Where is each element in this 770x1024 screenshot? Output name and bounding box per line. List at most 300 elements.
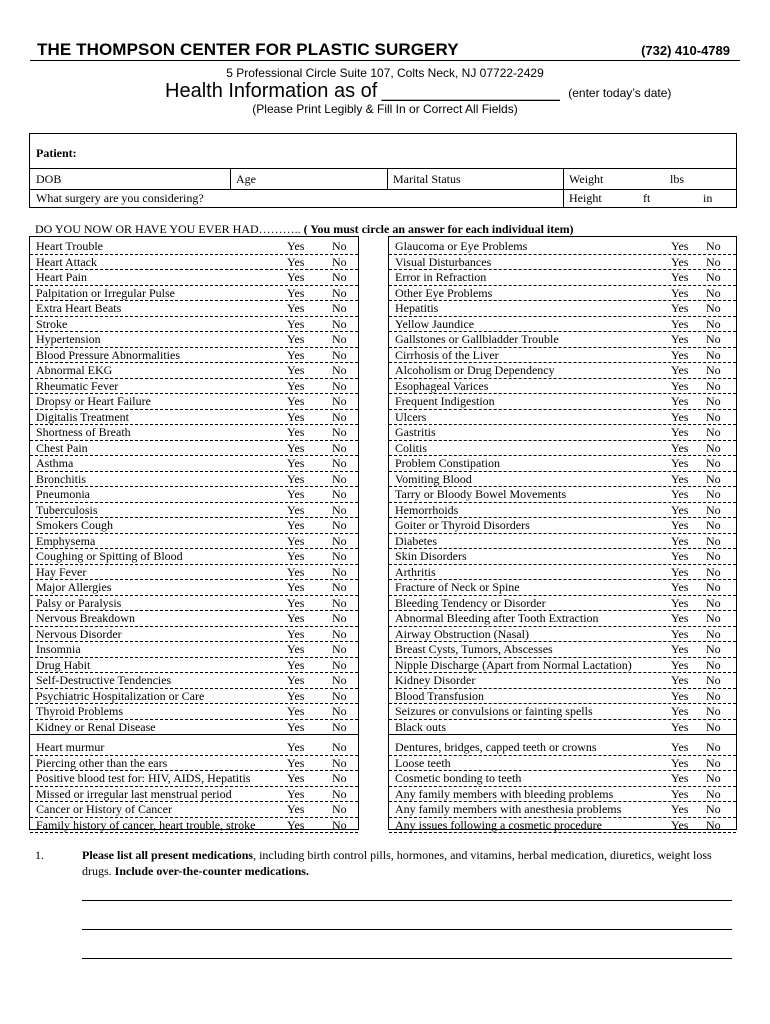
condition-row xyxy=(389,802,736,818)
yes-option[interactable]: Yes xyxy=(671,688,689,703)
condition-row xyxy=(389,255,736,271)
condition-label: Major Allergies xyxy=(36,580,112,594)
yes-option[interactable]: Yes xyxy=(671,471,689,486)
condition-row xyxy=(389,286,736,302)
condition-label: Breast Cysts, Tumors, Abscesses xyxy=(395,642,553,656)
no-option[interactable]: No xyxy=(332,533,347,548)
condition-label: Gallstones or Gallbladder Trouble xyxy=(395,332,559,346)
no-option[interactable]: No xyxy=(332,786,347,801)
yes-option[interactable]: Yes xyxy=(287,456,305,470)
no-option[interactable]: No xyxy=(706,533,721,548)
condition-label: Nipple Discharge (Apart from Normal Lactation) xyxy=(395,657,632,672)
yes-option[interactable]: Yes xyxy=(671,239,689,253)
yes-option[interactable]: Yes xyxy=(671,409,689,424)
no-option[interactable]: No xyxy=(706,301,721,315)
condition-row xyxy=(30,518,358,534)
condition-row xyxy=(30,317,358,333)
condition-label: Kidney Disorder xyxy=(395,673,476,687)
no-option[interactable]: No xyxy=(332,688,347,703)
condition-row xyxy=(389,627,736,643)
condition-row xyxy=(389,756,736,772)
no-option[interactable]: No xyxy=(332,719,347,734)
no-option[interactable]: No xyxy=(332,394,347,408)
condition-label: Cancer or History of Cancer xyxy=(36,802,172,816)
condition-row xyxy=(30,456,358,472)
no-option[interactable]: No xyxy=(332,347,347,362)
no-option[interactable]: No xyxy=(332,817,347,832)
no-option[interactable]: No xyxy=(706,611,721,625)
condition-row xyxy=(30,394,358,410)
form-instructions: (Please Print Legibly & Fill In or Correct All Fields) xyxy=(252,102,518,116)
condition-row xyxy=(389,394,736,410)
condition-row xyxy=(389,642,736,658)
condition-label: Heart Trouble xyxy=(36,239,103,253)
marital-status-label: Marital Status xyxy=(393,172,461,186)
practice-name: THE THOMPSON CENTER FOR PLASTIC SURGERY xyxy=(37,40,459,59)
no-option[interactable]: No xyxy=(706,409,721,424)
medications-text xyxy=(82,847,737,879)
yes-option[interactable]: Yes xyxy=(287,301,305,315)
yes-option[interactable]: Yes xyxy=(671,440,689,455)
yes-option[interactable]: Yes xyxy=(671,425,689,439)
condition-row xyxy=(389,441,736,457)
condition-row xyxy=(30,255,358,271)
patient-label: Patient: xyxy=(36,146,77,160)
yes-option[interactable]: Yes xyxy=(287,564,305,579)
condition-row xyxy=(30,818,358,834)
age-label: Age xyxy=(236,172,256,186)
yes-option[interactable]: Yes xyxy=(287,771,305,785)
no-option[interactable]: No xyxy=(332,755,347,770)
condition-row xyxy=(389,425,736,441)
yes-option[interactable]: Yes xyxy=(287,471,305,486)
no-option[interactable]: No xyxy=(706,580,721,594)
date-field[interactable]: ________________ xyxy=(381,80,560,102)
yes-option[interactable]: Yes xyxy=(671,254,689,269)
medication-line-3[interactable] xyxy=(82,958,732,959)
yes-option[interactable]: Yes xyxy=(671,549,689,563)
condition-label: Gastritis xyxy=(395,425,436,439)
yes-option[interactable]: Yes xyxy=(287,378,305,393)
yes-option[interactable]: Yes xyxy=(671,533,689,548)
no-option[interactable]: No xyxy=(332,740,347,754)
condition-label: Rheumatic Fever xyxy=(36,378,119,393)
condition-label: Cosmetic bonding to teeth xyxy=(395,771,522,785)
condition-row xyxy=(30,689,358,705)
no-option[interactable]: No xyxy=(706,595,721,610)
condition-row xyxy=(30,363,358,379)
condition-row xyxy=(389,771,736,787)
condition-row xyxy=(389,472,736,488)
yes-option[interactable]: Yes xyxy=(287,363,305,377)
medications-bold-2: Include over-the-counter medications. xyxy=(114,864,309,878)
no-option[interactable]: No xyxy=(332,502,347,517)
no-option[interactable]: No xyxy=(706,673,721,687)
condition-label: Thyroid Problems xyxy=(36,704,123,718)
no-option[interactable]: No xyxy=(706,786,721,801)
no-option[interactable]: No xyxy=(332,580,347,594)
condition-label: Colitis xyxy=(395,440,428,455)
yes-option[interactable]: Yes xyxy=(671,347,689,362)
age-field[interactable] xyxy=(230,169,387,189)
condition-label: Stroke xyxy=(36,316,68,331)
yes-option[interactable]: Yes xyxy=(287,440,305,455)
condition-row xyxy=(389,317,736,333)
yes-option[interactable]: Yes xyxy=(671,626,689,641)
no-option[interactable]: No xyxy=(332,425,347,439)
condition-row xyxy=(30,301,358,317)
yes-option[interactable]: Yes xyxy=(671,719,689,734)
yes-option[interactable]: Yes xyxy=(671,755,689,770)
condition-label: Abnormal Bleeding after Tooth Extraction xyxy=(395,611,599,625)
no-option[interactable]: No xyxy=(332,673,347,687)
yes-option[interactable]: Yes xyxy=(287,688,305,703)
no-option[interactable]: No xyxy=(332,771,347,785)
condition-row xyxy=(389,549,736,565)
medications-body: , including birth control pills, hormones, and vitamins, herbal medication, diuretics, weight loss drugs. xyxy=(82,848,712,878)
yes-option[interactable]: Yes xyxy=(287,626,305,641)
yes-option[interactable]: Yes xyxy=(671,456,689,470)
condition-label: Missed or irregular last menstrual period xyxy=(36,786,232,801)
no-option[interactable]: No xyxy=(332,254,347,269)
no-option[interactable]: No xyxy=(706,487,721,501)
condition-label: Hepatitis xyxy=(395,301,439,315)
no-option[interactable]: No xyxy=(706,564,721,579)
question-number: 1. xyxy=(35,848,44,862)
condition-row xyxy=(389,818,736,834)
condition-row xyxy=(30,802,358,818)
yes-option[interactable]: Yes xyxy=(287,657,305,672)
condition-row xyxy=(389,720,736,736)
yes-option[interactable]: Yes xyxy=(671,595,689,610)
form-heading xyxy=(165,80,671,103)
yes-option[interactable]: Yes xyxy=(671,285,689,300)
condition-label: Fracture of Neck or Spine xyxy=(395,580,520,594)
yes-option[interactable]: Yes xyxy=(671,786,689,801)
no-option[interactable]: No xyxy=(332,239,347,253)
weight-label: Weight xyxy=(569,172,604,186)
yes-option[interactable]: Yes xyxy=(287,817,305,832)
medication-line-1[interactable] xyxy=(82,900,732,901)
yes-option[interactable]: Yes xyxy=(671,657,689,672)
no-option[interactable]: No xyxy=(706,394,721,408)
condition-label: Nervous Breakdown xyxy=(36,611,135,625)
no-option[interactable]: No xyxy=(706,642,721,656)
yes-option[interactable]: Yes xyxy=(671,518,689,532)
condition-label: Any family members with bleeding problems xyxy=(395,786,614,801)
condition-label: Problem Constipation xyxy=(395,456,500,470)
condition-label: Yellow Jaundice xyxy=(395,316,475,331)
no-option[interactable]: No xyxy=(332,611,347,625)
no-option[interactable]: No xyxy=(332,301,347,315)
no-option[interactable]: No xyxy=(332,378,347,393)
condition-row xyxy=(30,410,358,426)
no-option[interactable]: No xyxy=(332,440,347,455)
no-option[interactable]: No xyxy=(706,456,721,470)
condition-label: Seizures or convulsions or fainting spells xyxy=(395,704,593,718)
condition-label: Psychiatric Hospitalization or Care xyxy=(36,688,205,703)
no-option[interactable]: No xyxy=(332,657,347,672)
condition-row xyxy=(389,456,736,472)
condition-label: Bleeding Tendency or Disorder xyxy=(395,595,546,610)
yes-option[interactable]: Yes xyxy=(671,704,689,718)
dob-field[interactable] xyxy=(30,169,230,189)
condition-row xyxy=(30,332,358,348)
condition-label: Emphysema xyxy=(36,533,96,548)
no-option[interactable]: No xyxy=(332,456,347,470)
yes-option[interactable]: Yes xyxy=(287,270,305,284)
marital-status-field[interactable] xyxy=(387,169,563,189)
yes-option[interactable]: Yes xyxy=(287,533,305,548)
yes-option[interactable]: Yes xyxy=(671,580,689,594)
condition-row xyxy=(389,580,736,596)
condition-row xyxy=(389,596,736,612)
yes-option[interactable]: Yes xyxy=(671,740,689,754)
no-option[interactable]: No xyxy=(332,270,347,284)
medication-line-2[interactable] xyxy=(82,929,732,930)
yes-option[interactable]: Yes xyxy=(287,409,305,424)
condition-label: Any family members with anesthesia problems xyxy=(395,802,622,816)
date-hint: (enter today’s date) xyxy=(568,86,672,100)
yes-option[interactable]: Yes xyxy=(287,502,305,517)
yes-option[interactable]: Yes xyxy=(287,755,305,770)
yes-option[interactable]: Yes xyxy=(671,270,689,284)
yes-option[interactable]: Yes xyxy=(287,611,305,625)
condition-row xyxy=(30,771,358,787)
no-option[interactable]: No xyxy=(332,316,347,331)
condition-row xyxy=(389,503,736,519)
yes-option[interactable]: Yes xyxy=(287,719,305,734)
yes-option[interactable]: Yes xyxy=(287,786,305,801)
no-option[interactable]: No xyxy=(706,688,721,703)
condition-row xyxy=(30,549,358,565)
condition-row xyxy=(30,270,358,286)
no-option[interactable]: No xyxy=(706,239,721,253)
yes-option[interactable]: Yes xyxy=(671,771,689,785)
condition-row xyxy=(30,673,358,689)
yes-option[interactable]: Yes xyxy=(287,332,305,346)
condition-row xyxy=(389,332,736,348)
no-option[interactable]: No xyxy=(332,332,347,346)
yes-option[interactable]: Yes xyxy=(671,817,689,832)
in-label: in xyxy=(703,191,713,205)
condition-label: Other Eye Problems xyxy=(395,285,493,300)
yes-option[interactable]: Yes xyxy=(287,595,305,610)
no-option[interactable]: No xyxy=(332,549,347,563)
yes-option[interactable]: Yes xyxy=(671,316,689,331)
no-option[interactable]: No xyxy=(706,425,721,439)
no-option[interactable]: No xyxy=(332,518,347,532)
no-option[interactable]: No xyxy=(332,802,347,816)
no-option[interactable]: No xyxy=(332,642,347,656)
yes-option[interactable]: Yes xyxy=(287,316,305,331)
condition-label: Drug Habit xyxy=(36,657,91,672)
condition-label: Hypertension xyxy=(36,332,101,346)
no-option[interactable]: No xyxy=(706,802,721,816)
condition-label: Heart Attack xyxy=(36,254,97,269)
no-option[interactable]: No xyxy=(706,285,721,300)
yes-option[interactable]: Yes xyxy=(287,425,305,439)
yes-option[interactable]: Yes xyxy=(287,239,305,253)
condition-row xyxy=(30,534,358,550)
no-option[interactable]: No xyxy=(706,316,721,331)
yes-option[interactable]: Yes xyxy=(287,704,305,718)
no-option[interactable]: No xyxy=(706,270,721,284)
yes-option[interactable]: Yes xyxy=(287,802,305,816)
condition-label: Frequent Indigestion xyxy=(395,394,495,408)
condition-label: Pneumonia xyxy=(36,487,90,501)
condition-row xyxy=(30,487,358,503)
condition-label: Digitalis Treatment xyxy=(36,409,129,424)
yes-option[interactable]: Yes xyxy=(671,611,689,625)
no-option[interactable]: No xyxy=(332,409,347,424)
no-option[interactable]: No xyxy=(706,626,721,641)
condition-row xyxy=(389,270,736,286)
no-option[interactable]: No xyxy=(706,549,721,563)
condition-label: Tarry or Bloody Bowel Movements xyxy=(395,487,567,501)
history-question-instruction: ( You must circle an answer for each individual item) xyxy=(303,222,574,236)
condition-label: Abnormal EKG xyxy=(36,363,113,377)
yes-option[interactable]: Yes xyxy=(287,394,305,408)
condition-label: Smokers Cough xyxy=(36,518,114,532)
yes-option[interactable]: Yes xyxy=(671,378,689,393)
condition-label: Heart murmur xyxy=(36,740,105,754)
condition-label: Esophageal Varices xyxy=(395,378,489,393)
condition-row xyxy=(389,301,736,317)
no-option[interactable]: No xyxy=(706,704,721,718)
no-option[interactable]: No xyxy=(706,347,721,362)
no-option[interactable]: No xyxy=(706,363,721,377)
row-dashed-rule xyxy=(389,832,736,833)
history-question xyxy=(35,222,574,237)
no-option[interactable]: No xyxy=(706,755,721,770)
height-field[interactable] xyxy=(563,188,737,208)
condition-row xyxy=(389,673,736,689)
yes-option[interactable]: Yes xyxy=(671,642,689,656)
lbs-label: lbs xyxy=(670,172,685,186)
yes-option[interactable]: Yes xyxy=(287,347,305,362)
no-option[interactable]: No xyxy=(332,285,347,300)
condition-row xyxy=(30,472,358,488)
no-option[interactable]: No xyxy=(332,487,347,501)
condition-row xyxy=(30,756,358,772)
condition-row xyxy=(30,627,358,643)
row-dashed-rule xyxy=(30,734,358,735)
no-option[interactable]: No xyxy=(332,595,347,610)
condition-label: Coughing or Spitting of Blood xyxy=(36,549,183,563)
condition-row xyxy=(389,410,736,426)
weight-field[interactable] xyxy=(563,169,737,189)
condition-row xyxy=(389,611,736,627)
condition-label: Dropsy or Heart Failure xyxy=(36,394,151,408)
yes-option[interactable]: Yes xyxy=(671,564,689,579)
condition-label: Self-Destructive Tendencies xyxy=(36,673,172,687)
yes-option[interactable]: Yes xyxy=(287,642,305,656)
no-option[interactable]: No xyxy=(332,704,347,718)
no-option[interactable]: No xyxy=(332,471,347,486)
no-option[interactable]: No xyxy=(706,332,721,346)
condition-label: Chest Pain xyxy=(36,440,88,455)
no-option[interactable]: No xyxy=(706,440,721,455)
condition-row xyxy=(30,425,358,441)
condition-row xyxy=(389,487,736,503)
surgery-field[interactable] xyxy=(30,188,563,208)
no-option[interactable]: No xyxy=(706,471,721,486)
yes-option[interactable]: Yes xyxy=(287,254,305,269)
condition-label: Palsy or Paralysis xyxy=(36,595,122,610)
no-option[interactable]: No xyxy=(332,564,347,579)
condition-label: Cirrhosis of the Liver xyxy=(395,347,499,362)
yes-option[interactable]: Yes xyxy=(287,549,305,563)
condition-row xyxy=(30,441,358,457)
yes-option[interactable]: Yes xyxy=(671,502,689,517)
yes-option[interactable]: Yes xyxy=(287,673,305,687)
yes-option[interactable]: Yes xyxy=(287,285,305,300)
no-option[interactable]: No xyxy=(706,657,721,672)
condition-label: Bronchitis xyxy=(36,471,86,486)
condition-label: Goiter or Thyroid Disorders xyxy=(395,518,530,532)
no-option[interactable]: No xyxy=(706,378,721,393)
condition-label: Ulcers xyxy=(395,409,427,424)
yes-option[interactable]: Yes xyxy=(287,580,305,594)
condition-label: Piercing other than the ears xyxy=(36,755,168,770)
yes-option[interactable]: Yes xyxy=(671,487,689,501)
no-option[interactable]: No xyxy=(706,771,721,785)
no-option[interactable]: No xyxy=(332,363,347,377)
no-option[interactable]: No xyxy=(332,626,347,641)
condition-label: Insomnia xyxy=(36,642,81,656)
yes-option[interactable]: Yes xyxy=(287,740,305,754)
no-option[interactable]: No xyxy=(706,502,721,517)
condition-row xyxy=(30,596,358,612)
condition-label: Palpitation or Irregular Pulse xyxy=(36,285,175,300)
yes-option[interactable]: Yes xyxy=(671,673,689,687)
history-panel-left xyxy=(29,236,359,830)
condition-label: Airway Obstruction (Nasal) xyxy=(395,626,529,641)
no-option[interactable]: No xyxy=(706,254,721,269)
condition-row xyxy=(389,704,736,720)
condition-label: Loose teeth xyxy=(395,755,451,770)
yes-option[interactable]: Yes xyxy=(671,332,689,346)
no-option[interactable]: No xyxy=(706,518,721,532)
yes-option[interactable]: Yes xyxy=(671,363,689,377)
dob-label: DOB xyxy=(36,172,62,186)
yes-option[interactable]: Yes xyxy=(287,487,305,501)
condition-label: Tuberculosis xyxy=(36,502,98,517)
no-option[interactable]: No xyxy=(706,817,721,832)
condition-row xyxy=(30,503,358,519)
yes-option[interactable]: Yes xyxy=(671,394,689,408)
no-option[interactable]: No xyxy=(706,740,721,754)
yes-option[interactable]: Yes xyxy=(287,518,305,532)
patient-row-1 xyxy=(30,168,736,190)
condition-label: Any issues following a cosmetic procedure xyxy=(395,817,602,832)
yes-option[interactable]: Yes xyxy=(671,301,689,315)
medications-bold-1: Please list all present medications xyxy=(82,848,254,862)
condition-row xyxy=(30,379,358,395)
yes-option[interactable]: Yes xyxy=(671,802,689,816)
header-rule xyxy=(30,60,740,61)
condition-row xyxy=(30,239,358,255)
no-option[interactable]: No xyxy=(706,719,721,734)
condition-row xyxy=(389,740,736,756)
history-panel-right xyxy=(388,236,737,830)
condition-row xyxy=(389,534,736,550)
condition-row xyxy=(30,286,358,302)
condition-row xyxy=(30,565,358,581)
condition-row xyxy=(389,239,736,255)
condition-label: Glaucoma or Eye Problems xyxy=(395,239,528,253)
